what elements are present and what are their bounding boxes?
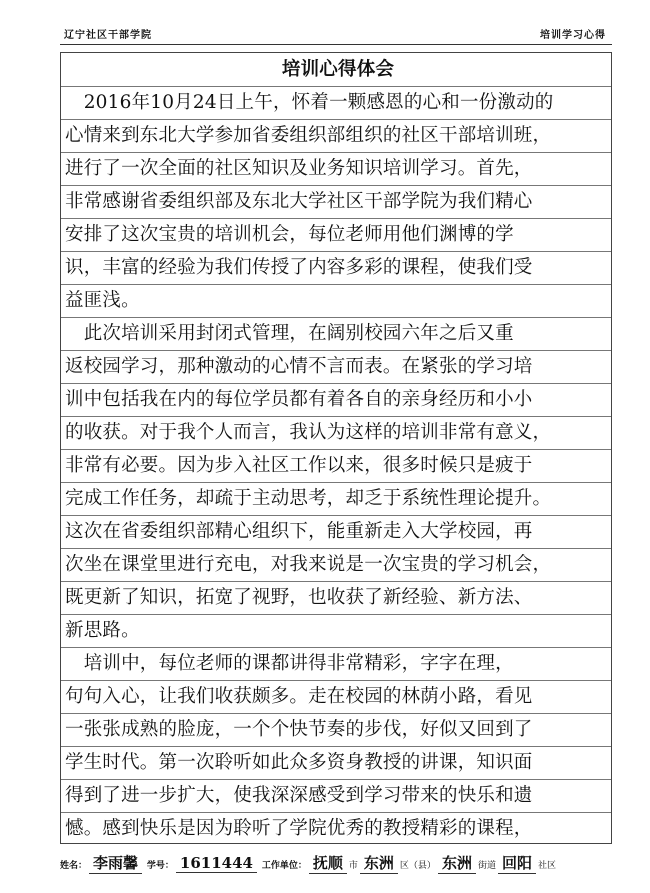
essay-line: 培训中，每位老师的课都讲得非常精彩，字字在理， <box>65 653 514 674</box>
ruled-sheet <box>60 52 612 844</box>
essay-line: 完成工作任务，却疏于主动思考，却乏于系统性理论提升。 <box>65 488 552 509</box>
header-right-doc-type: 培训学习心得 <box>540 30 606 41</box>
district-label: 区（县） <box>399 861 436 871</box>
essay-line: 得到了进一步扩大，使我深深感受到学习带来的快乐和遗 <box>65 785 533 806</box>
essay-line: 一张张成熟的脸庞，一个个快节奏的步伐，好似又回到了 <box>65 719 533 740</box>
essay-line: 新思路。 <box>65 620 140 641</box>
essay-line: 句句入心，让我们收获颇多。走在校园的林荫小路，看见 <box>65 686 533 707</box>
essay-line: 非常有必要。因为步入社区工作以来，很多时候只是疲于 <box>65 455 533 476</box>
essay-line: 这次在省委组织部精心组织下，能重新走入大学校园，再 <box>65 521 533 542</box>
essay-line: 训中包括我在内的每位学员都有着各自的亲身经历和小小 <box>65 389 533 410</box>
city-value: 抚顺 <box>309 852 347 874</box>
unit-label: 工作单位： <box>261 861 307 871</box>
header-left-institution: 辽宁社区干部学院 <box>64 30 152 41</box>
essay-line: 既更新了知识，拓宽了视野，也收获了新经验、新方法、 <box>65 587 533 608</box>
name-value: 李雨馨 <box>89 852 142 874</box>
essay-line: 安排了这次宝贵的培训机会，每位老师用他们渊博的学 <box>65 224 514 245</box>
footer-info <box>60 852 556 874</box>
essay-line: 学生时代。第一次聆听如此众多资身教授的讲课，知识面 <box>65 752 533 773</box>
name-label: 姓名： <box>60 861 88 871</box>
essay-line: 心情来到东北大学参加省委组织部组织的社区干部培训班， <box>65 125 552 146</box>
essay-line: 次坐在课堂里进行充电，对我来说是一次宝贵的学习机会， <box>65 554 552 575</box>
id-label: 学号： <box>146 861 174 871</box>
essay-line: 返校园学习，那种激动的心情不言而表。在紧张的学习培 <box>65 356 533 377</box>
essay-line: 进行了一次全面的社区知识及业务知识培训学习。首先， <box>65 158 533 179</box>
county-value: 东洲 <box>438 852 476 874</box>
essay-line: 益匪浅。 <box>65 290 140 311</box>
essay-line: 2016年10月24日上午，怀着一颗感恩的心和一份激动的 <box>65 92 554 113</box>
community-label: 社区 <box>537 861 556 871</box>
community-value: 回阳 <box>498 852 536 874</box>
header-divider <box>60 44 612 45</box>
essay-line: 识，丰富的经验为我们传授了内容多彩的课程，使我们受 <box>65 257 533 278</box>
essay-line: 此次培训采用封闭式管理，在阔别校园六年之后又重 <box>65 323 514 344</box>
essay-line: 憾。感到快乐是因为聆听了学院优秀的教授精彩的课程， <box>65 818 533 839</box>
street-label: 街道 <box>477 861 496 871</box>
essay-title: 培训心得体会 <box>281 59 395 80</box>
id-value: 1611444 <box>176 854 257 873</box>
essay-line: 非常感谢省委组织部及东北大学社区干部学院为我们精心 <box>65 191 533 212</box>
essay-line: 的收获。对于我个人而言，我认为这样的培训非常有意义， <box>65 422 552 443</box>
city-label: 市 <box>348 861 358 871</box>
district-value: 东洲 <box>360 852 398 874</box>
